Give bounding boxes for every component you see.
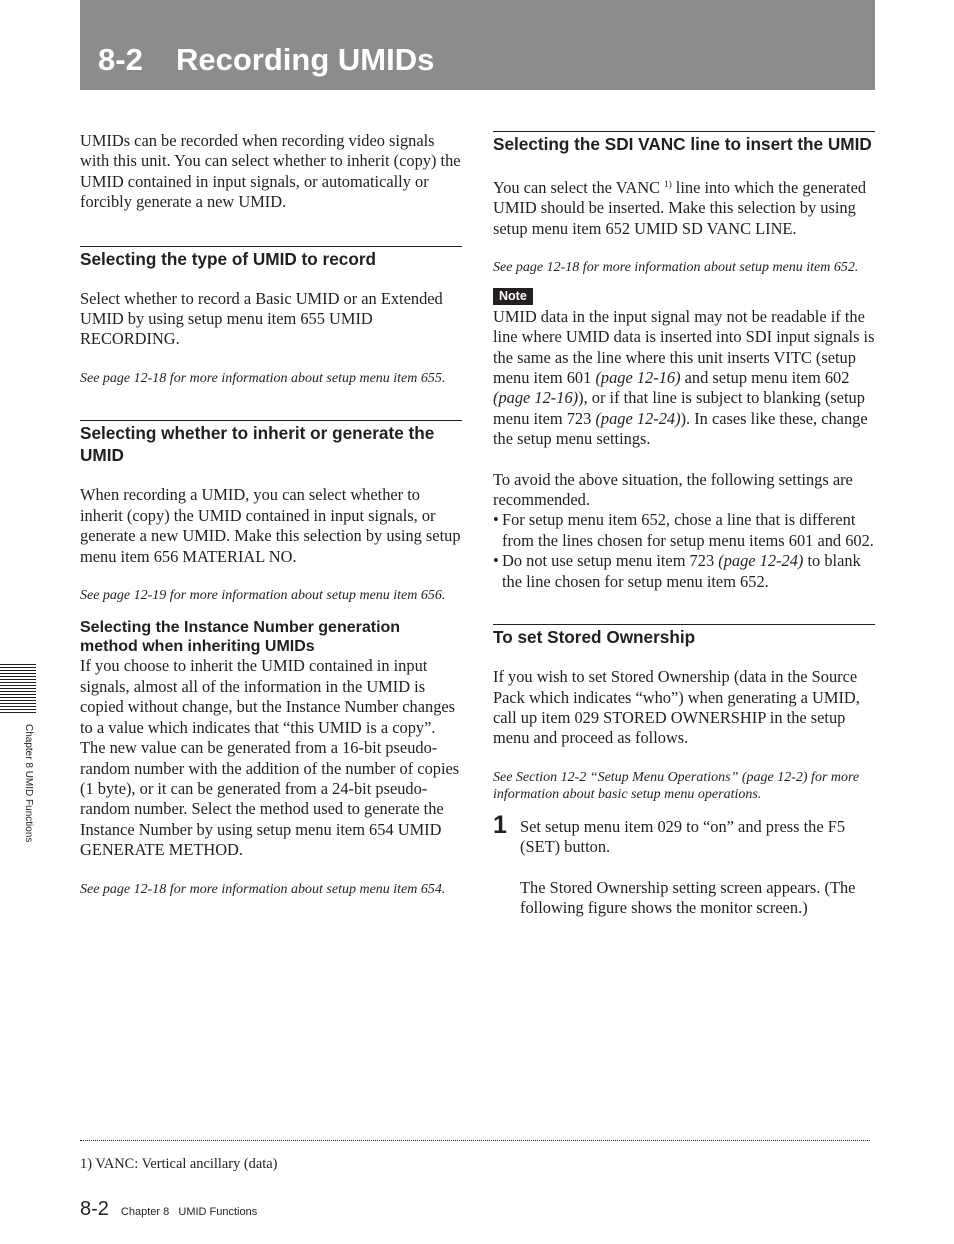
page-ref: (page 12-24) [718, 551, 804, 571]
list-item: • Do not use setup menu item 723 (page 12-24) to blank the line chosen for setup menu item 652. [493, 551, 875, 592]
inherit-generate-reference: See page 12-19 for more information about setup menu item 656. [80, 588, 446, 604]
side-chapter-label: Chapter 8 UMID Functions [23, 724, 34, 843]
heading-inherit-generate: Selecting whether to inherit or generate the UMID [80, 420, 462, 466]
page-footer [80, 1198, 257, 1221]
avoid-intro: To avoid the above situation, the following settings are recommended. [493, 469, 853, 510]
chapter-title-bar [80, 0, 875, 90]
note-label: Note [493, 288, 533, 305]
stored-ownership-reference: See Section 12-2 “Setup Menu Operations” (page 12-2) for more information about basic setup menu operations. [493, 769, 860, 803]
step-result: The Stored Ownership setting screen appears. (The following figure shows the monitor screen.) [520, 877, 856, 918]
heading-instance-number: Selecting the Instance Number generation method when inheriting UMIDs [80, 618, 401, 656]
page-title [98, 44, 434, 75]
step-1 [493, 810, 875, 919]
umid-type-body: Select whether to record a Basic UMID or an Extended UMID by using setup menu item 655 UMID RECORDING. [80, 288, 443, 349]
list-item: • For setup menu item 652, chose a line that is different from the lines chosen for setup menu items 601 and 602. [493, 510, 875, 551]
section-number: 8-2 [98, 42, 143, 77]
page-number: 8-2 [80, 1198, 109, 1220]
instance-number-reference: See page 12-18 for more information about setup menu item 654. [80, 881, 446, 897]
note-block [493, 287, 875, 450]
page-ref: (page 12-24) [595, 408, 681, 428]
chapter-thumb-tab [0, 664, 36, 714]
footnote-divider [80, 1140, 870, 1141]
heading-stored-ownership: To set Stored Ownership [493, 624, 875, 648]
note-body: UMID data in the input signal may not be readable if the line where UMID data is inserted into SDI input signals is the same as the line where this unit inserts VITC (setup menu item 601 (page 12-16) and setup menu item 602 (page 12-16)), or if that line is subject to blanking (setup menu item 723 (page 12-24)). In cases like these, change the setup menu settings. [493, 306, 875, 449]
inherit-generate-body: When recording a UMID, you can select whether to inherit (copy) the UMID contained in input signals, or generate a new UMID. Make this selection by using setup menu item 656 MATERIAL NO. [80, 485, 461, 566]
left-column [80, 131, 462, 898]
heading-vanc-line: Selecting the SDI VANC line to insert the UMID [493, 131, 875, 155]
instance-number-body: If you choose to inherit the UMID contained in input signals, almost all of the information in the UMID is copied without change, but the Instance Number changes to a value which indicates that “this UMID is a copy”. The new value can be generated from a 16-bit pseudo-random number with the addition of the number of copies (1 byte), or it can be generated from a 24-bit pseudo-random number. Select the method used to generate the Instance Number by using setup menu item 654 UMID GENERATE METHOD. [80, 656, 460, 860]
vanc-line-reference: See page 12-18 for more information about setup menu item 652. [493, 260, 859, 276]
intro-paragraph: UMIDs can be recorded when recording video signals with this unit. You can select whether to inherit (copy) the UMID contained in input signals, or automatically or forcibly generate a new UMID. [80, 131, 461, 212]
step-number: 1 [493, 810, 507, 839]
step-instruction: Set setup menu item 029 to “on” and press the F5 (SET) button. [520, 816, 846, 857]
footnote-marker: 1) [664, 179, 672, 189]
footer-chapter: Chapter 8 UMID Functions [120, 1206, 258, 1218]
umid-type-reference: See page 12-18 for more information about setup menu item 655. [80, 370, 446, 386]
page-ref: (page 12-16) [493, 388, 579, 408]
footnote: 1) VANC: Vertical ancillary (data) [80, 1156, 278, 1172]
vanc-line-body: You can select the VANC $^{1)}$ line into which the generated UMID should be inserted. Make this selection by using setup menu item 652 UMID SD VANC LINE. [493, 178, 867, 238]
recommendation-list [493, 510, 875, 592]
right-column [493, 131, 875, 919]
page-ref: (page 12-16) [595, 368, 681, 388]
heading-umid-type: Selecting the type of UMID to record [80, 246, 462, 270]
stored-ownership-body: If you wish to set Stored Ownership (data in the Source Pack which indicates “who”) when generating a UMID, call up item 029 STORED OWNERSHIP in the setup menu and proceed as follows. [493, 667, 860, 748]
section-title: Recording UMIDs [176, 42, 435, 77]
